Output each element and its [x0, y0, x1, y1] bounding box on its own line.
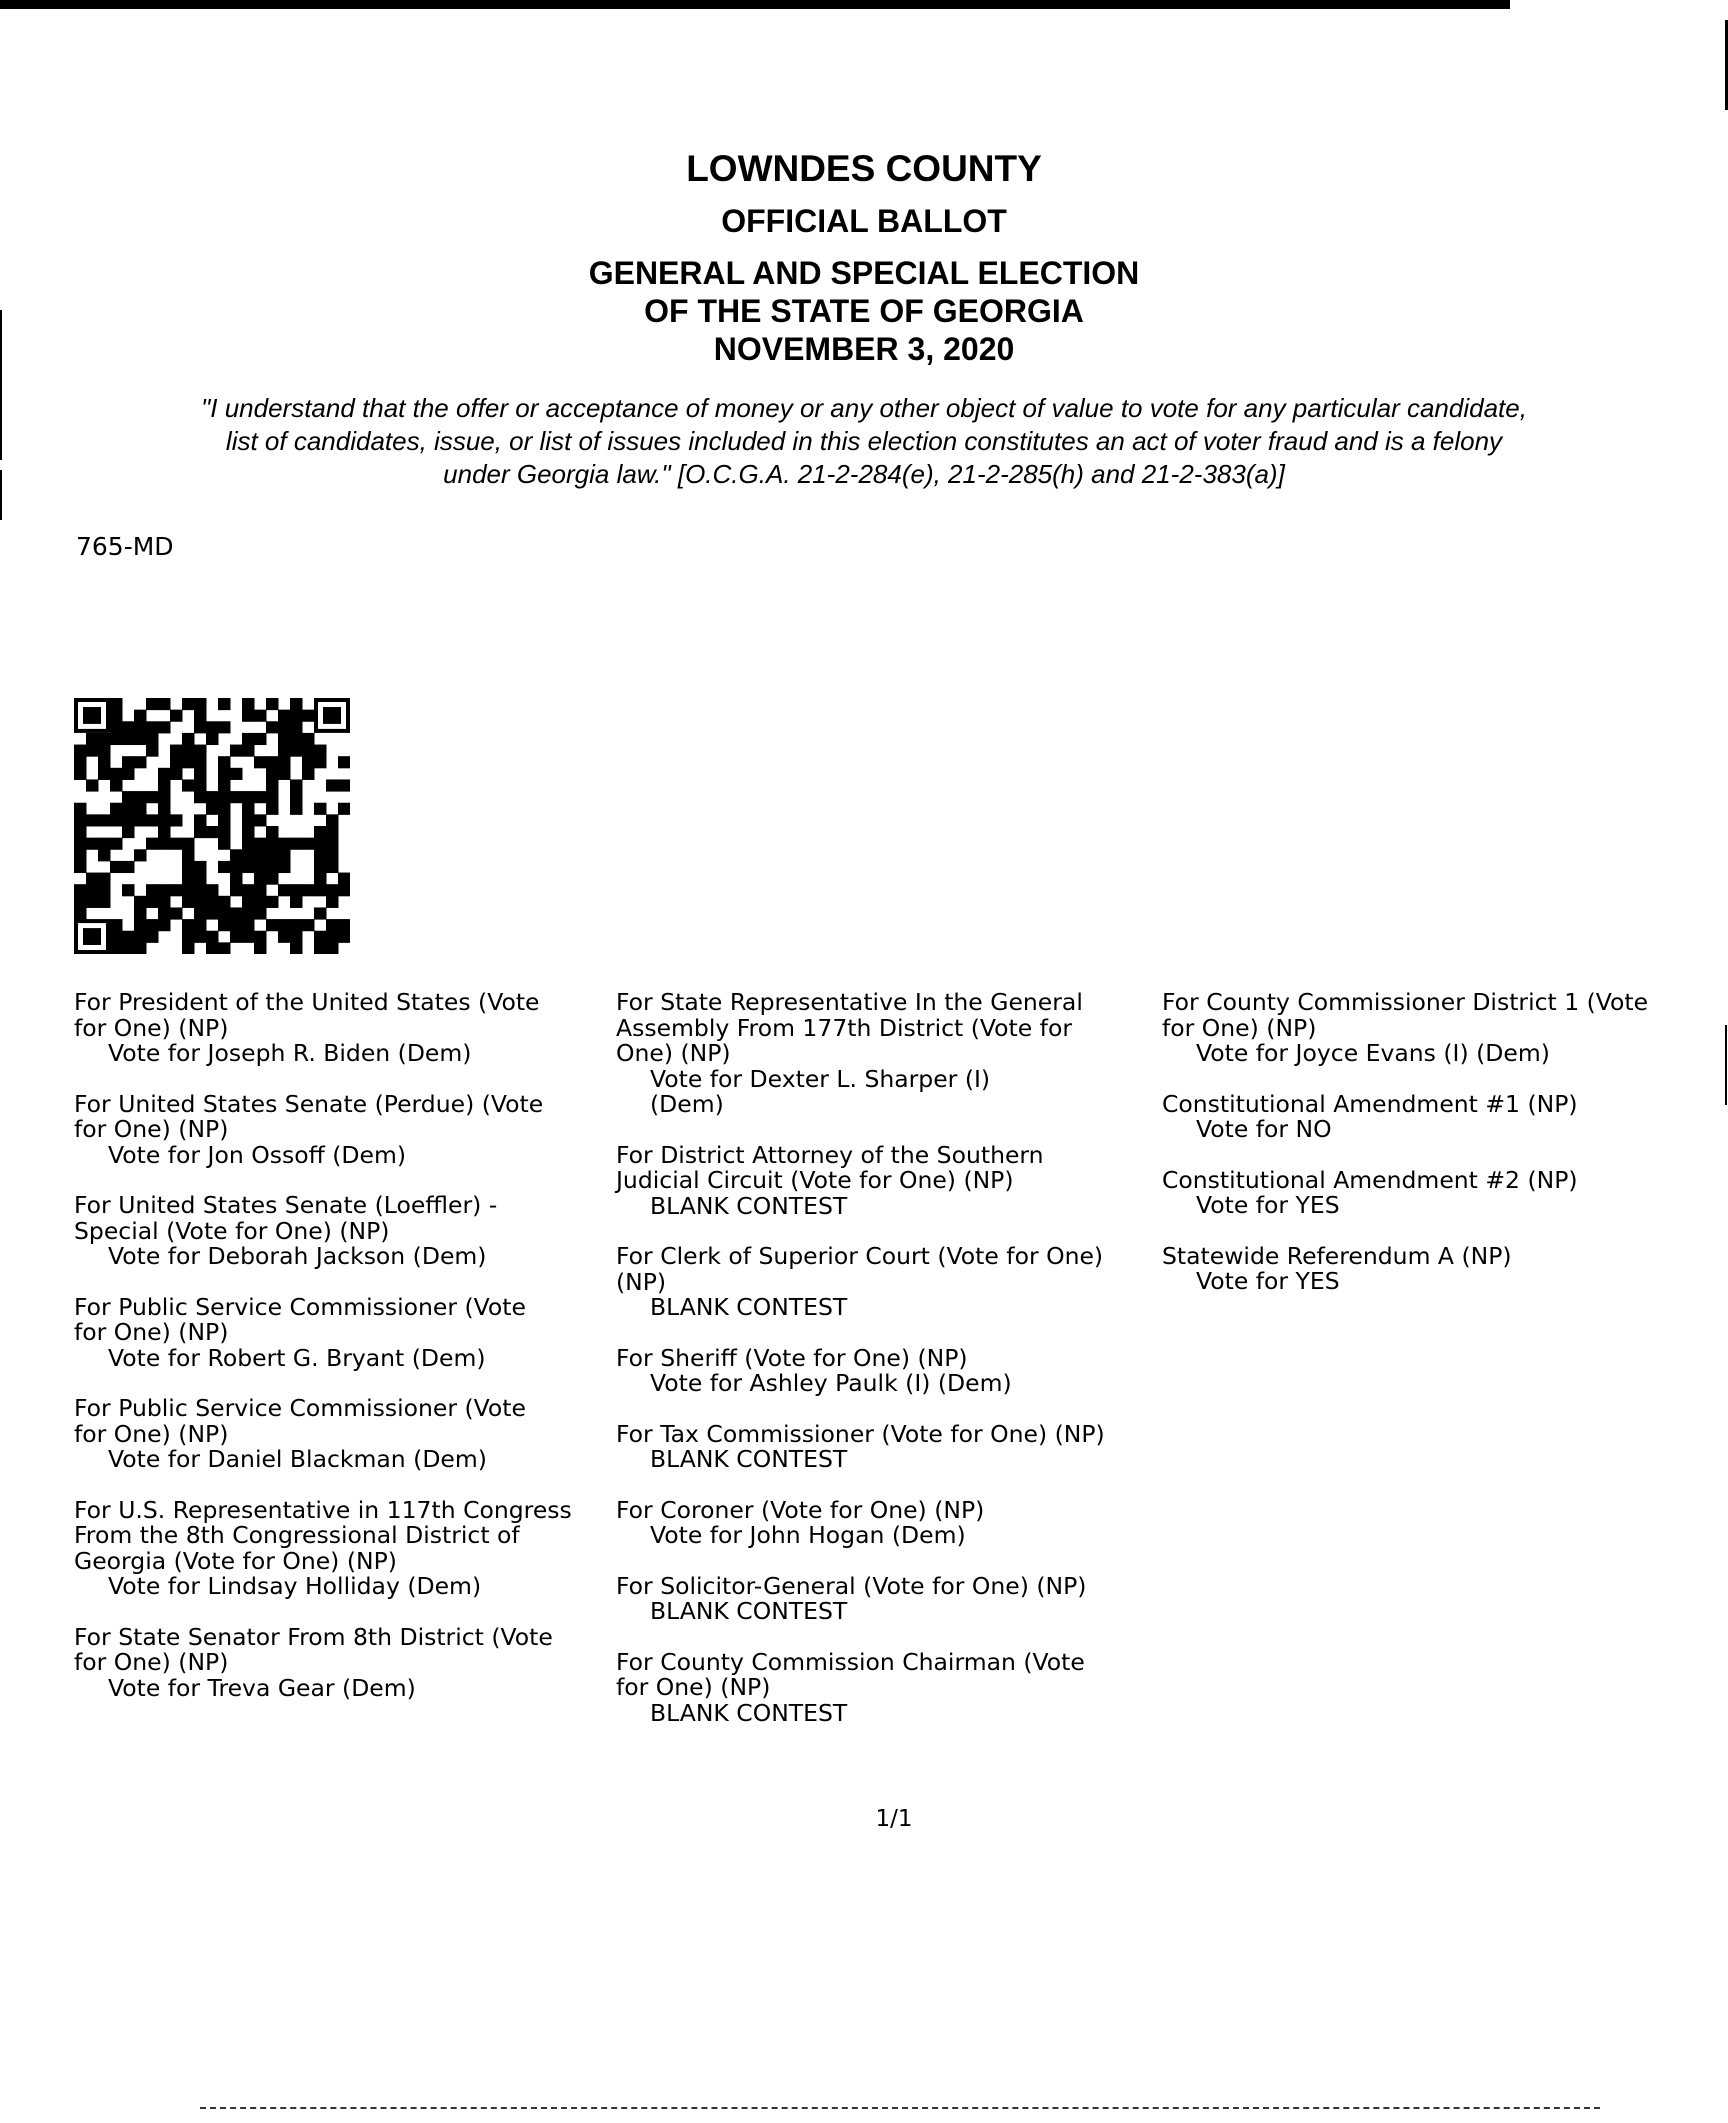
contest-selection: Vote for John Hogan (Dem): [650, 1521, 966, 1549]
contest-title: Statewide Referendum A (NP): [1162, 1241, 1512, 1270]
contest-item: [616, 1647, 1156, 1727]
scan-edge-mark: [0, 470, 2, 520]
contest-title: For State Representative In the General Assembly From 177th District (Vote for One) (NP): [616, 988, 1083, 1067]
contest-item: [74, 1622, 614, 1702]
contest-title: For State Senator From 8th District (Vote for One) (NP): [74, 1622, 553, 1676]
contest-item: [74, 1292, 614, 1372]
contest-selection: Vote for NO: [1196, 1115, 1332, 1143]
contest-selection: Vote for Joyce Evans (I) (Dem): [1196, 1039, 1550, 1067]
contest-item: [74, 1089, 614, 1169]
ballot-header: [0, 144, 1728, 368]
contest-title: For United States Senate (Perdue) (Vote for One) (NP): [74, 1089, 544, 1143]
contest-column-3: [1162, 990, 1682, 1320]
contest-item: [616, 1244, 1156, 1321]
contest-title: For Public Service Commissioner (Vote for One) (NP): [74, 1292, 526, 1346]
contest-title: Constitutional Amendment #1 (NP): [1162, 1089, 1578, 1118]
contest-title: For Coroner (Vote for One) (NP): [616, 1495, 985, 1524]
contest-selection: Vote for Joseph R. Biden (Dem): [108, 1039, 472, 1067]
contest-item: [74, 990, 614, 1067]
contest-selection: Vote for Dexter L. Sharper (I) (Dem): [650, 1064, 991, 1118]
contest-title: For County Commissioner District 1 (Vote for One) (NP): [1162, 988, 1649, 1042]
oath-line: under Georgia law." [O.C.G.A. 21-2-284(e), 21-2-285(h) and 21-2-383(a)]: [443, 459, 1285, 489]
qr-code-icon: [74, 698, 350, 954]
contest-title: For Sheriff (Vote for One) (NP): [616, 1343, 968, 1372]
contest-selection: Vote for YES: [1196, 1191, 1340, 1219]
ballot-style-code: 765-MD: [76, 532, 174, 561]
contest-item: [616, 1140, 1156, 1220]
election-date: NOVEMBER 3, 2020: [713, 331, 1015, 367]
contest-title: For Solicitor-General (Vote for One) (NP): [616, 1571, 1087, 1600]
contest-item: [616, 1343, 1156, 1397]
voter-fraud-oath: [60, 392, 1668, 491]
contest-item: [1162, 990, 1682, 1067]
contest-item: [74, 1396, 614, 1473]
ballot-type: OFFICIAL BALLOT: [721, 203, 1007, 239]
contest-item: [74, 1193, 614, 1270]
contest-selection: BLANK CONTEST: [650, 1293, 848, 1321]
contest-item: [616, 1495, 1156, 1549]
election-name-line2: OF THE STATE OF GEORGIA: [644, 293, 1084, 329]
scan-bottom-edge: [200, 2107, 1600, 2109]
contest-selection: Vote for Deborah Jackson (Dem): [108, 1242, 487, 1270]
election-name-line1: GENERAL AND SPECIAL ELECTION: [588, 255, 1140, 291]
contest-selection: Vote for Daniel Blackman (Dem): [108, 1445, 487, 1473]
contest-title: For U.S. Representative in 117th Congress From the 8th Congressional District of Georgia (Vote for One) (NP): [74, 1495, 572, 1575]
county-title: LOWNDES COUNTY: [686, 148, 1042, 189]
contest-column-2: [616, 990, 1156, 1751]
contest-item: [74, 1495, 614, 1600]
contest-title: For President of the United States (Vote for One) (NP): [74, 988, 540, 1042]
contest-item: [1162, 1089, 1682, 1143]
contest-selection: Vote for YES: [1196, 1267, 1340, 1295]
contest-selection: BLANK CONTEST: [650, 1191, 848, 1220]
contest-selection: BLANK CONTEST: [650, 1698, 848, 1727]
contest-selection: BLANK CONTEST: [650, 1445, 848, 1473]
contest-item: [616, 990, 1156, 1118]
contest-item: [1162, 1165, 1682, 1219]
contest-selection: Vote for Ashley Paulk (I) (Dem): [650, 1369, 1012, 1397]
contest-title: Constitutional Amendment #2 (NP): [1162, 1165, 1578, 1194]
contest-selection: Vote for Jon Ossoff (Dem): [108, 1140, 407, 1169]
contest-title: For Clerk of Superior Court (Vote for One) (NP): [616, 1242, 1104, 1296]
contest-title: For County Commission Chairman (Vote for One) (NP): [616, 1647, 1085, 1701]
oath-line: list of candidates, issue, or list of issues included in this election constitutes an act of voter fraud and is a felony: [225, 426, 1503, 456]
contest-selection: Vote for Treva Gear (Dem): [108, 1673, 416, 1702]
scan-edge-mark: [1725, 1025, 1727, 1105]
contest-item: [1162, 1241, 1682, 1295]
contest-title: For District Attorney of the Southern Judicial Circuit (Vote for One) (NP): [616, 1140, 1044, 1194]
oath-line: "I understand that the offer or acceptance of money or any other object of value to vote for any particular candidate,: [201, 393, 1527, 423]
contest-title: For Public Service Commissioner (Vote for One) (NP): [74, 1394, 526, 1448]
page-number: 1/1: [875, 1806, 913, 1832]
contest-title: For Tax Commissioner (Vote for One) (NP): [616, 1419, 1105, 1448]
contest-column-1: [74, 990, 614, 1726]
contest-title: For United States Senate (Loeffler) - Special (Vote for One) (NP): [74, 1191, 498, 1245]
contest-item: [616, 1419, 1156, 1473]
contest-item: [616, 1571, 1156, 1625]
contest-selection: Vote for Robert G. Bryant (Dem): [108, 1343, 486, 1372]
contest-selection: Vote for Lindsay Holliday (Dem): [108, 1572, 482, 1600]
scan-top-border: [0, 0, 1510, 9]
contest-selection: BLANK CONTEST: [650, 1597, 848, 1625]
